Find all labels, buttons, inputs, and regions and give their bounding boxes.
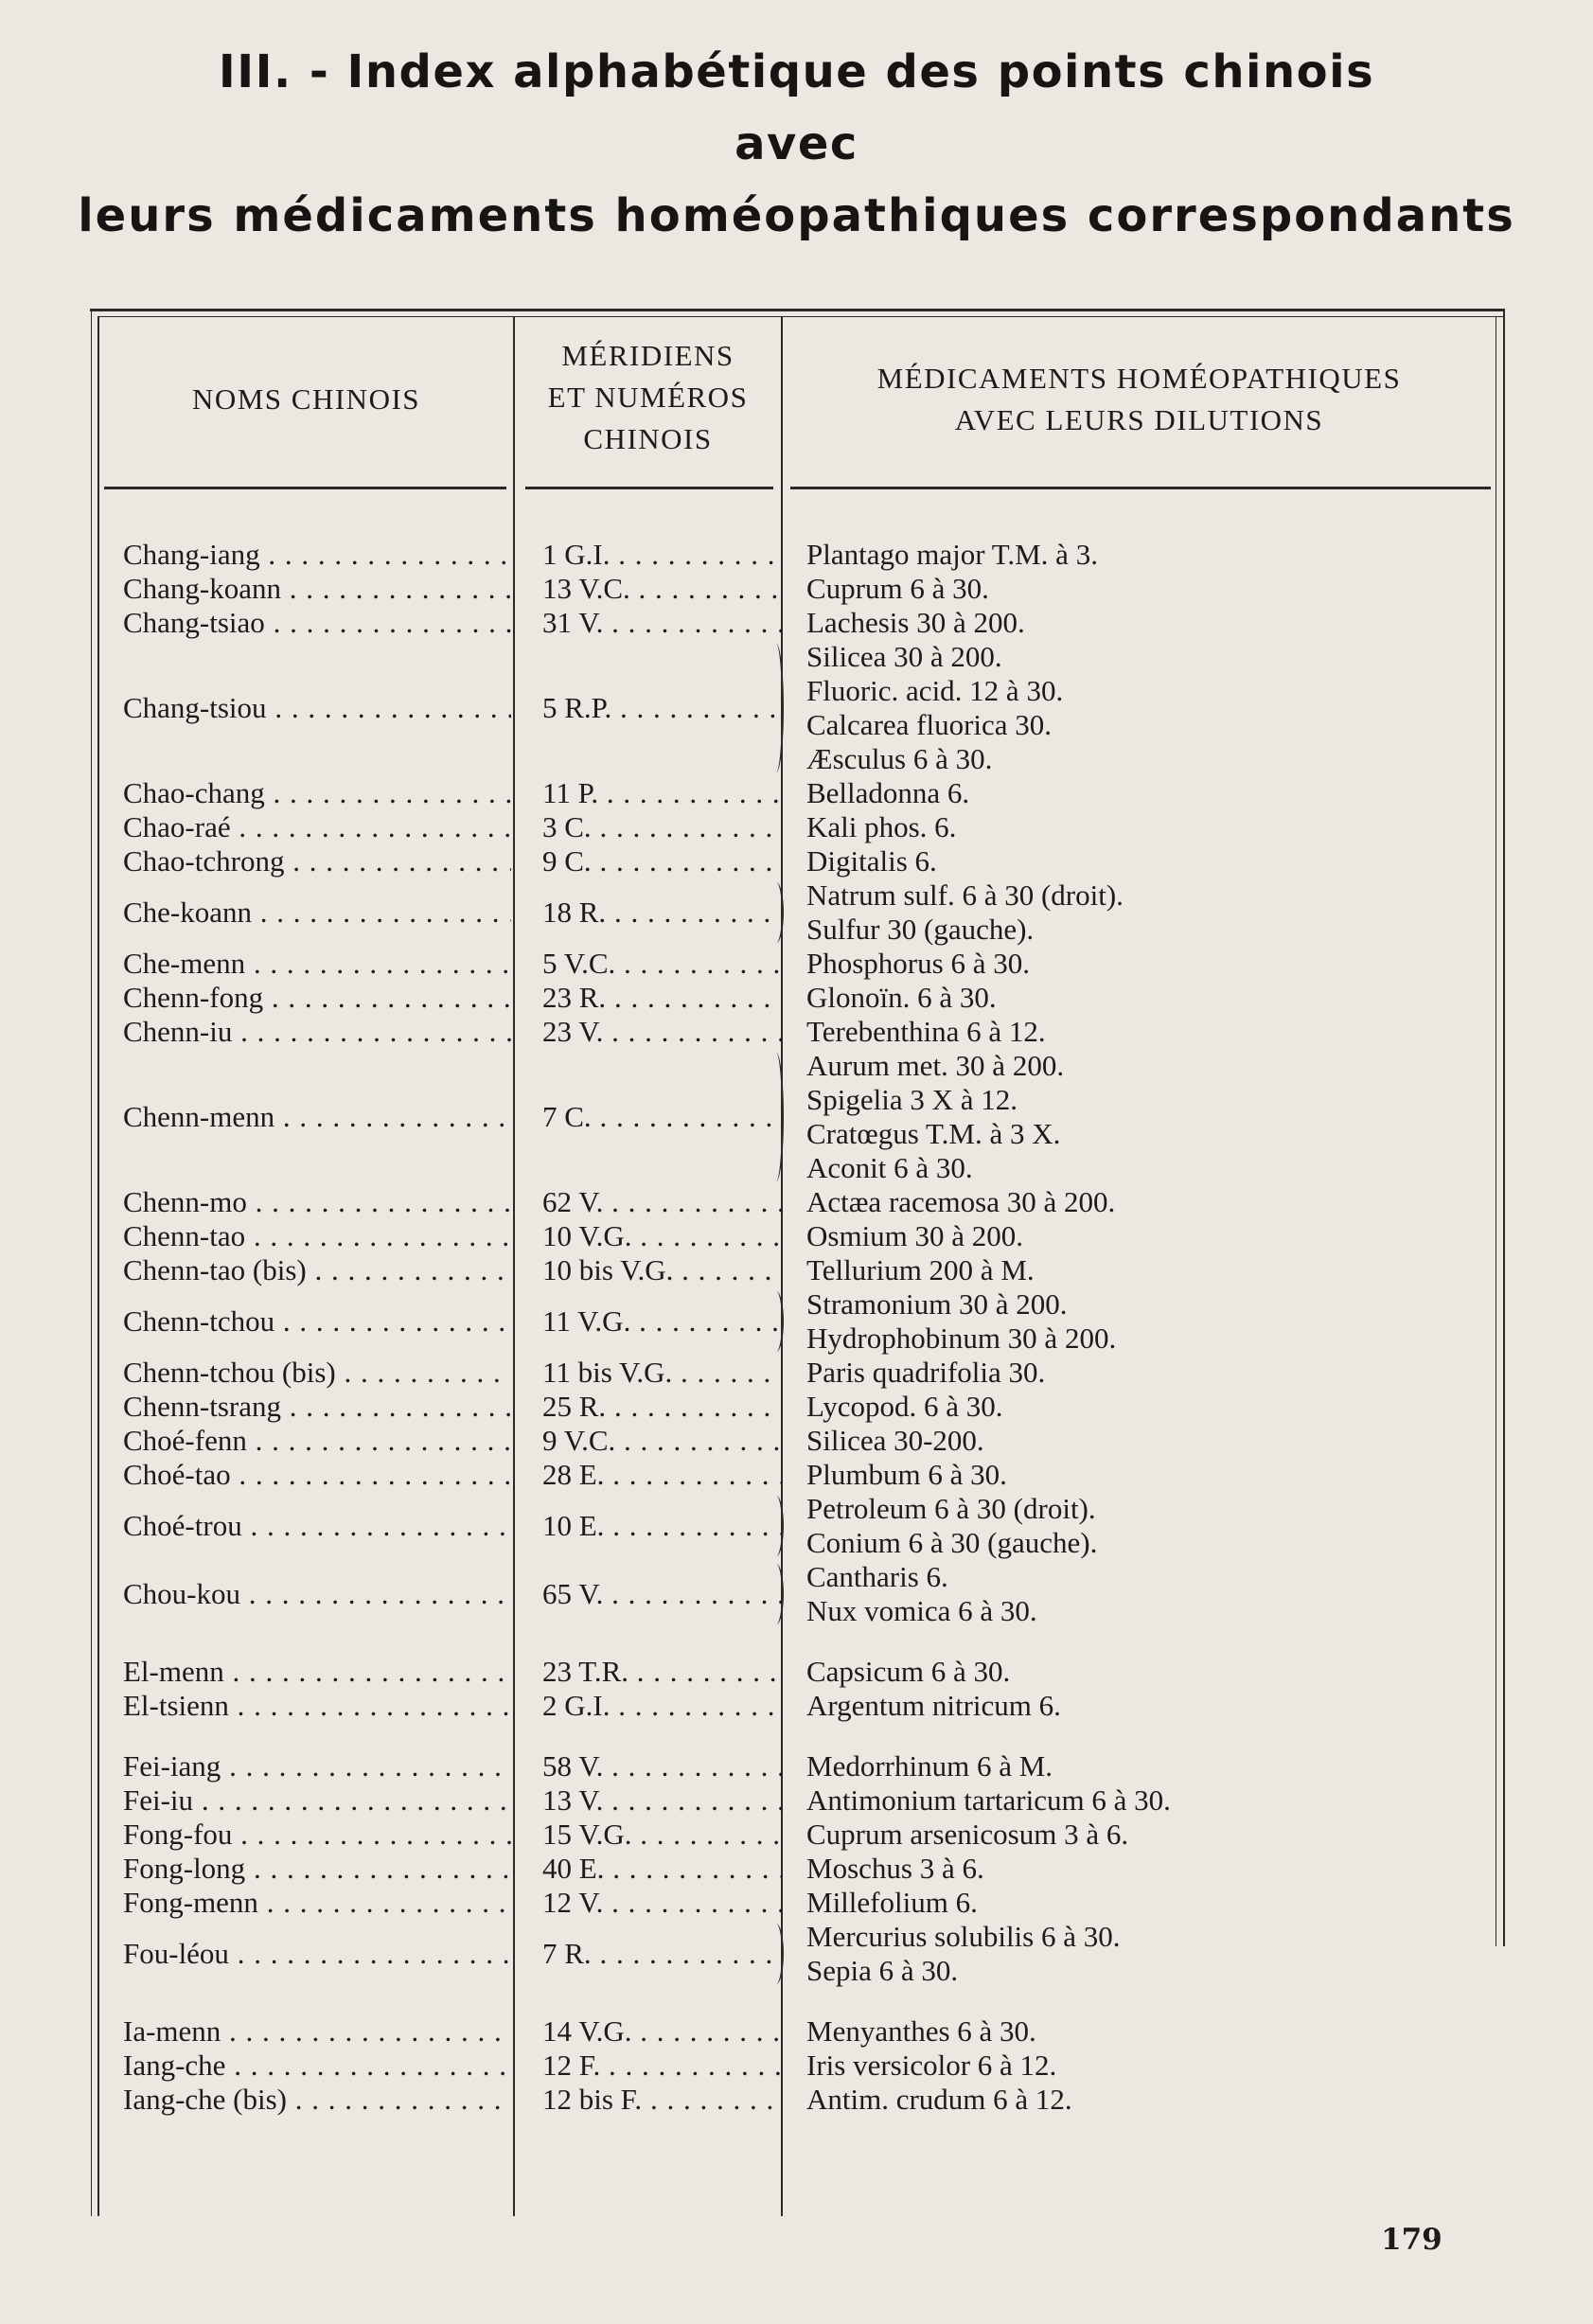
medication-list [806,947,1336,981]
medication-list [806,1424,1336,1458]
medication-list [806,1749,1336,1783]
medication-line: Moschus 3 à 6. [806,1852,984,1885]
medication-line: Osmium 30 à 200. [806,1219,1024,1252]
point-name: Chang-koann . . . [123,572,511,606]
meridian-number: 2 G.I. . . . [542,1689,782,1723]
medication-line: Plumbum 6 à 30. [806,1458,1007,1491]
medication-line: Conium 6 à 30 (gauche). [806,1526,1098,1559]
medication-list [806,1560,1336,1628]
medication-line: Kali phos. 6. [806,810,957,843]
table-row [0,538,1593,572]
table-row [0,1049,1593,1185]
point-name: Chenn-mo . . . [123,1185,511,1219]
medication-line: Calcarea fluorica 30. [806,708,1053,741]
point-name: Che-koann . . . [123,896,511,930]
table-row [0,640,1593,776]
table-row [0,1356,1593,1390]
table-row [0,981,1593,1015]
header-medicaments-line-1: MÉDICAMENTS HOMÉOPATHIQUES [876,362,1402,395]
medication-line: Medorrhinum 6 à M. [806,1749,1053,1783]
medication-line: Lycopod. 6 à 30. [806,1390,1003,1423]
meridian-number: 10 E. . . . [542,1509,782,1543]
meridian-number: 31 V. . . . [542,606,782,640]
meridian-number: 11 bis V.G. . . . [542,1356,782,1390]
point-name: Chou-kou . . . [123,1577,511,1611]
point-name: Chenn-tchou . . . [123,1304,511,1339]
point-name: Iang-che . . . [123,2049,511,2083]
table-row [0,2014,1593,2049]
table-row [0,776,1593,810]
grouping-brace [769,1496,784,1556]
table-row [0,572,1593,606]
medication-line: Aconit 6 à 30. [806,1151,973,1184]
medication-line: Glonoïn. 6 à 30. [806,981,997,1014]
medication-list [806,2014,1336,2049]
medication-line: Mercurius solubilis 6 à 30. [806,1920,1121,1953]
header-meridiens-line-1: MÉRIDIENS [561,339,735,372]
meridian-number: 7 C. . . . [542,1100,782,1134]
meridian-number: 5 R.P. . . . [542,691,782,725]
header-meridiens-line-2: ET NUMÉROS [547,381,749,414]
medication-line: Petroleum 6 à 30 (droit). [806,1492,1096,1525]
medication-line: Capsicum 6 à 30. [806,1655,1011,1688]
medication-line: Millefolium 6. [806,1886,978,1919]
point-name: Fong-menn . . . [123,1886,511,1920]
point-name: Chao-chang . . . [123,776,511,810]
meridian-number: 18 R. . . . [542,896,782,930]
table-row [0,1015,1593,1049]
point-name: Fei-iu . . . [123,1783,511,1818]
medication-list [806,538,1336,572]
point-name: Chang-tsiao . . . [123,606,511,640]
header-medicaments-line-2: AVEC LEURS DILUTIONS [954,403,1324,436]
meridian-number: 13 V.C. . . . [542,572,782,606]
medication-line: Antimonium tartaricum 6 à 30. [806,1783,1171,1817]
table-row [0,2083,1593,2117]
table-row [0,1560,1593,1628]
header-rule-3 [790,487,1491,489]
meridian-number: 9 V.C. . . . [542,1424,782,1458]
meridian-number: 10 bis V.G. . . . [542,1253,782,1287]
grouping-brace [769,644,784,772]
point-name: Chenn-tsrang . . . [123,1390,511,1424]
point-name: El-menn . . . [123,1655,511,1689]
medication-line: Antim. crudum 6 à 12. [806,2083,1072,2116]
meridian-number: 28 E. . . . [542,1458,782,1492]
point-name: Che-menn . . . [123,947,511,981]
medication-line: Cratœgus T.M. à 3 X. [806,1117,1061,1150]
medication-list [806,1818,1336,1852]
header-rule-2 [525,487,773,489]
meridian-number: 62 V. . . . [542,1185,782,1219]
header-meridiens-line-3: CHINOIS [583,422,713,455]
medication-line: Hydrophobinum 30 à 200. [806,1322,1117,1355]
table-row [0,1852,1593,1886]
meridian-number: 11 V.G. . . . [542,1304,782,1339]
medication-line: Phosphorus 6 à 30. [806,947,1030,980]
medication-line: Paris quadrifolia 30. [806,1356,1046,1389]
medication-list [806,640,1336,776]
table-row [0,1185,1593,1219]
medication-list [806,1287,1336,1356]
meridian-number: 25 R. . . . [542,1390,782,1424]
medication-list [806,1356,1336,1390]
grouping-brace [769,1053,784,1181]
point-name: Chenn-fong . . . [123,981,511,1015]
meridian-number: 5 V.C. . . . [542,947,782,981]
medication-line: Menyanthes 6 à 30. [806,2014,1036,2048]
meridian-number: 12 F. . . . [542,2049,782,2083]
point-name: Chenn-tao . . . [123,1219,511,1253]
point-name: El-tsienn . . . [123,1689,511,1723]
table-row [0,1818,1593,1852]
medication-list [806,1886,1336,1920]
table-row [0,1219,1593,1253]
medication-list [806,1253,1336,1287]
medication-line: Silicea 30-200. [806,1424,984,1457]
header-rule-1 [104,487,506,489]
medication-list [806,1920,1336,1988]
table-row [0,606,1593,640]
table-row [0,1689,1593,1723]
table-row [0,1390,1593,1424]
grouping-brace [769,882,784,943]
meridian-number: 10 V.G. . . . [542,1219,782,1253]
medication-line: Stramonium 30 à 200. [806,1287,1068,1321]
medication-line: Sepia 6 à 30. [806,1954,959,1987]
meridian-number: 11 P. . . . [542,776,782,810]
medication-line: Iris versicolor 6 à 12. [806,2049,1057,2082]
meridian-number: 14 V.G. . . . [542,2014,782,2049]
point-name: Chenn-iu . . . [123,1015,511,1049]
medication-line: Aurum met. 30 à 200. [806,1049,1065,1082]
medication-list [806,844,1336,878]
medication-line: Terebenthina 6 à 12. [806,1015,1046,1048]
table-row [0,1492,1593,1560]
grouping-brace [769,1564,784,1624]
meridian-number: 13 V. . . . [542,1783,782,1818]
medication-list [806,606,1336,640]
point-name: Choé-fenn . . . [123,1424,511,1458]
point-name: Chang-iang . . . [123,538,511,572]
medication-list [806,878,1336,947]
medication-list [806,1783,1336,1818]
point-name: Chenn-tchou (bis) . . . [123,1356,511,1390]
medication-list [806,1458,1336,1492]
medication-list [806,776,1336,810]
point-name: Iang-che (bis) . . . [123,2083,511,2117]
point-name: Chao-tchrong . . . [123,844,511,878]
meridian-number: 3 C. . . . [542,810,782,844]
title-line-2: avec [735,117,858,170]
table-row [0,1458,1593,1492]
medication-list [806,2083,1336,2117]
point-name: Chenn-tao (bis) . . . [123,1253,511,1287]
medication-list [806,1185,1336,1219]
point-name: Chao-raé . . . [123,810,511,844]
meridian-number: 23 T.R. . . . [542,1655,782,1689]
table-row [0,1253,1593,1287]
header-meridiens [515,335,781,460]
medication-list [806,981,1336,1015]
point-name: Fei-iang . . . [123,1749,511,1783]
medication-line: Plantago major T.M. à 3. [806,538,1098,571]
meridian-number: 23 R. . . . [542,981,782,1015]
table-row [0,1886,1593,1920]
medication-line: Fluoric. acid. 12 à 30. [806,674,1064,707]
medication-line: Sulfur 30 (gauche). [806,913,1035,946]
meridian-number: 15 V.G. . . . [542,1818,782,1852]
medication-line: Belladonna 6. [806,776,970,809]
table-row [0,1655,1593,1689]
point-name: Ia-menn . . . [123,2014,511,2049]
table-row [0,844,1593,878]
meridian-number: 1 G.I. . . . [542,538,782,572]
meridian-number: 23 V. . . . [542,1015,782,1049]
medication-line: Digitalis 6. [806,844,937,878]
header-medicaments [783,358,1496,441]
point-name: Fou-léou . . . [123,1937,511,1971]
medication-list [806,572,1336,606]
medication-line: Nux vomica 6 à 30. [806,1594,1037,1627]
table-row [0,1920,1593,1988]
grouping-brace [769,1291,784,1352]
meridian-number: 40 E. . . . [542,1852,782,1886]
point-name: Fong-long . . . [123,1852,511,1886]
medication-list [806,1852,1336,1886]
table-row [0,947,1593,981]
medication-line: Natrum sulf. 6 à 30 (droit). [806,878,1124,912]
medication-line: Lachesis 30 à 200. [806,606,1025,639]
medication-list [806,1390,1336,1424]
point-name: Fong-fou . . . [123,1818,511,1852]
point-name: Choé-tao . . . [123,1458,511,1492]
meridian-number: 12 bis F. . . . [542,2083,782,2117]
meridian-number: 65 V. . . . [542,1577,782,1611]
page-number: 179 [1381,2223,1443,2257]
table-row [0,1783,1593,1818]
medication-list [806,1492,1336,1560]
table-top-rule [90,309,1505,311]
header-noms-chinois: NOMS CHINOIS [191,382,421,416]
medication-line: Cuprum arsenicosum 3 à 6. [806,1818,1129,1851]
table-row [0,1749,1593,1783]
meridian-number: 58 V. . . . [542,1749,782,1783]
table-row [0,1424,1593,1458]
grouping-brace [769,1924,784,1984]
table-row [0,810,1593,844]
medication-list [806,810,1336,844]
table-row [0,878,1593,947]
medication-line: Æsculus 6 à 30. [806,742,993,775]
medication-list [806,1049,1336,1185]
medication-line: Silicea 30 à 200. [806,640,1002,673]
table-row [0,1287,1593,1356]
medication-list [806,1219,1336,1253]
medication-line: Cantharis 6. [806,1560,948,1593]
point-name: Chenn-menn . . . [123,1100,511,1134]
medication-line: Tellurium 200 à M. [806,1253,1035,1286]
table-row [0,2049,1593,2083]
point-name: Chang-tsiou . . . [123,691,511,725]
medication-list [806,1015,1336,1049]
medication-list [806,2049,1336,2083]
medication-line: Spigelia 3 X à 12. [806,1083,1018,1116]
table-top-rule-thin [97,316,1505,317]
meridian-number: 7 R. . . . [542,1937,782,1971]
title-line-1: III. - Index alphabétique des points chinois [218,45,1375,98]
point-name: Choé-trou . . . [123,1509,511,1543]
medication-list [806,1689,1336,1723]
meridian-number: 9 C. . . . [542,844,782,878]
medication-line: Argentum nitricum 6. [806,1689,1061,1722]
medication-line: Actæa racemosa 30 à 200. [806,1185,1116,1218]
medication-list [806,1655,1336,1689]
medication-line: Cuprum 6 à 30. [806,572,989,605]
title-line-3: leurs médicaments homéopathiques correspondants [78,189,1515,242]
meridian-number: 12 V. . . . [542,1886,782,1920]
